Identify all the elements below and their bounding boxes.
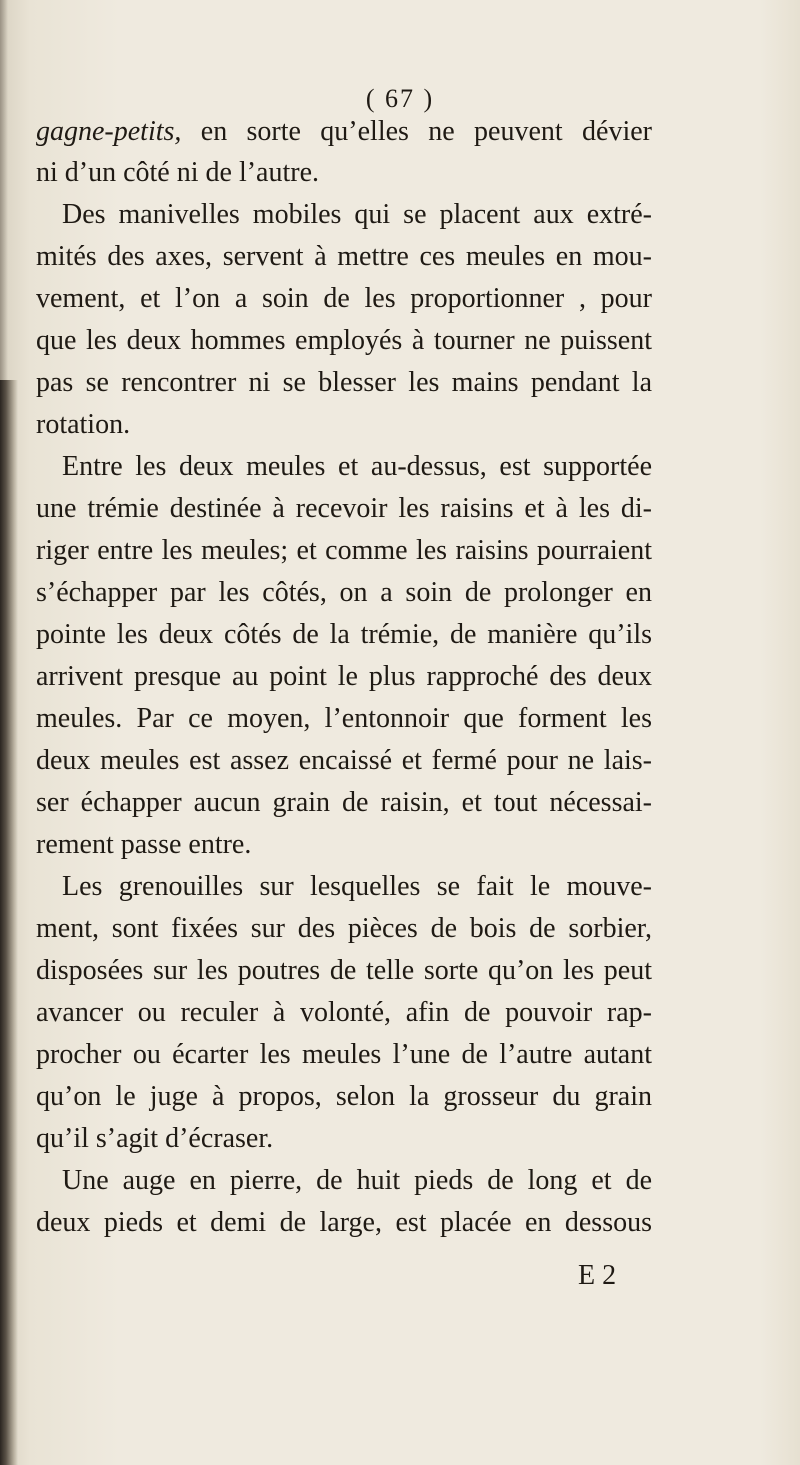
text-line: une trémie destinée à recevoir les raisins et à les di- bbox=[36, 493, 652, 524]
text-line: Les grenouilles sur lesquelles se fait le mouve- bbox=[62, 871, 652, 902]
text-line: rotation. bbox=[36, 409, 131, 440]
page-edge-shadow bbox=[0, 0, 8, 380]
text-line: ser échapper aucun grain de raisin, et tout nécessai- bbox=[36, 787, 652, 818]
text-line: deux pieds et demi de large, est placée en dessous bbox=[36, 1207, 652, 1238]
text-line: vement, et l’on a soin de les proportionner , pour bbox=[36, 283, 652, 314]
text-line: disposées sur les poutres de telle sorte qu’on les peut bbox=[36, 955, 652, 986]
text-line: rement passe entre. bbox=[36, 829, 252, 860]
text-line: deux meules est assez encaissé et fermé pour ne lais- bbox=[36, 745, 652, 776]
text-line: Entre les deux meules et au-dessus, est supportée bbox=[62, 451, 652, 482]
text-line: Une auge en pierre, de huit pieds de long et de bbox=[62, 1165, 652, 1196]
text-line: riger entre les meules; et comme les raisins pourraient bbox=[36, 535, 652, 566]
text-line: qu’on le juge à propos, selon la grosseur du grain bbox=[36, 1081, 652, 1112]
binding-gutter bbox=[0, 380, 18, 1465]
signature-mark: E 2 bbox=[578, 1260, 617, 1291]
text-line: s’échapper par les côtés, on a soin de prolonger en bbox=[36, 577, 652, 608]
text-line: mités des axes, servent à mettre ces meules en mou- bbox=[36, 241, 652, 272]
text-line: procher ou écarter les meules l’une de l’autre autant bbox=[36, 1039, 652, 1070]
page-number: ( 67 ) bbox=[365, 84, 435, 113]
text-line: meules. Par ce moyen, l’entonnoir que forment les bbox=[36, 703, 652, 734]
text-line: qu’il s’agit d’écraser. bbox=[36, 1123, 274, 1154]
text-line: Des manivelles mobiles qui se placent aux extré- bbox=[62, 199, 652, 230]
text-line: que les deux hommes employés à tourner ne puissent bbox=[36, 325, 652, 356]
text-line: gagne-petits, en sorte qu’elles ne peuvent dévier bbox=[36, 116, 652, 147]
text-line: arrivent presque au point le plus rapproché des deux bbox=[36, 661, 652, 692]
text-line: pas se rencontrer ni se blesser les mains pendant la bbox=[36, 367, 652, 398]
text-line: pointe les deux côtés de la trémie, de manière qu’ils bbox=[36, 619, 652, 650]
text-line: ment, sont fixées sur des pièces de bois de sorbier, bbox=[36, 913, 652, 944]
text-line: avancer ou reculer à volonté, afin de pouvoir rap- bbox=[36, 997, 652, 1028]
text-line: ni d’un côté ni de l’autre. bbox=[36, 157, 320, 188]
